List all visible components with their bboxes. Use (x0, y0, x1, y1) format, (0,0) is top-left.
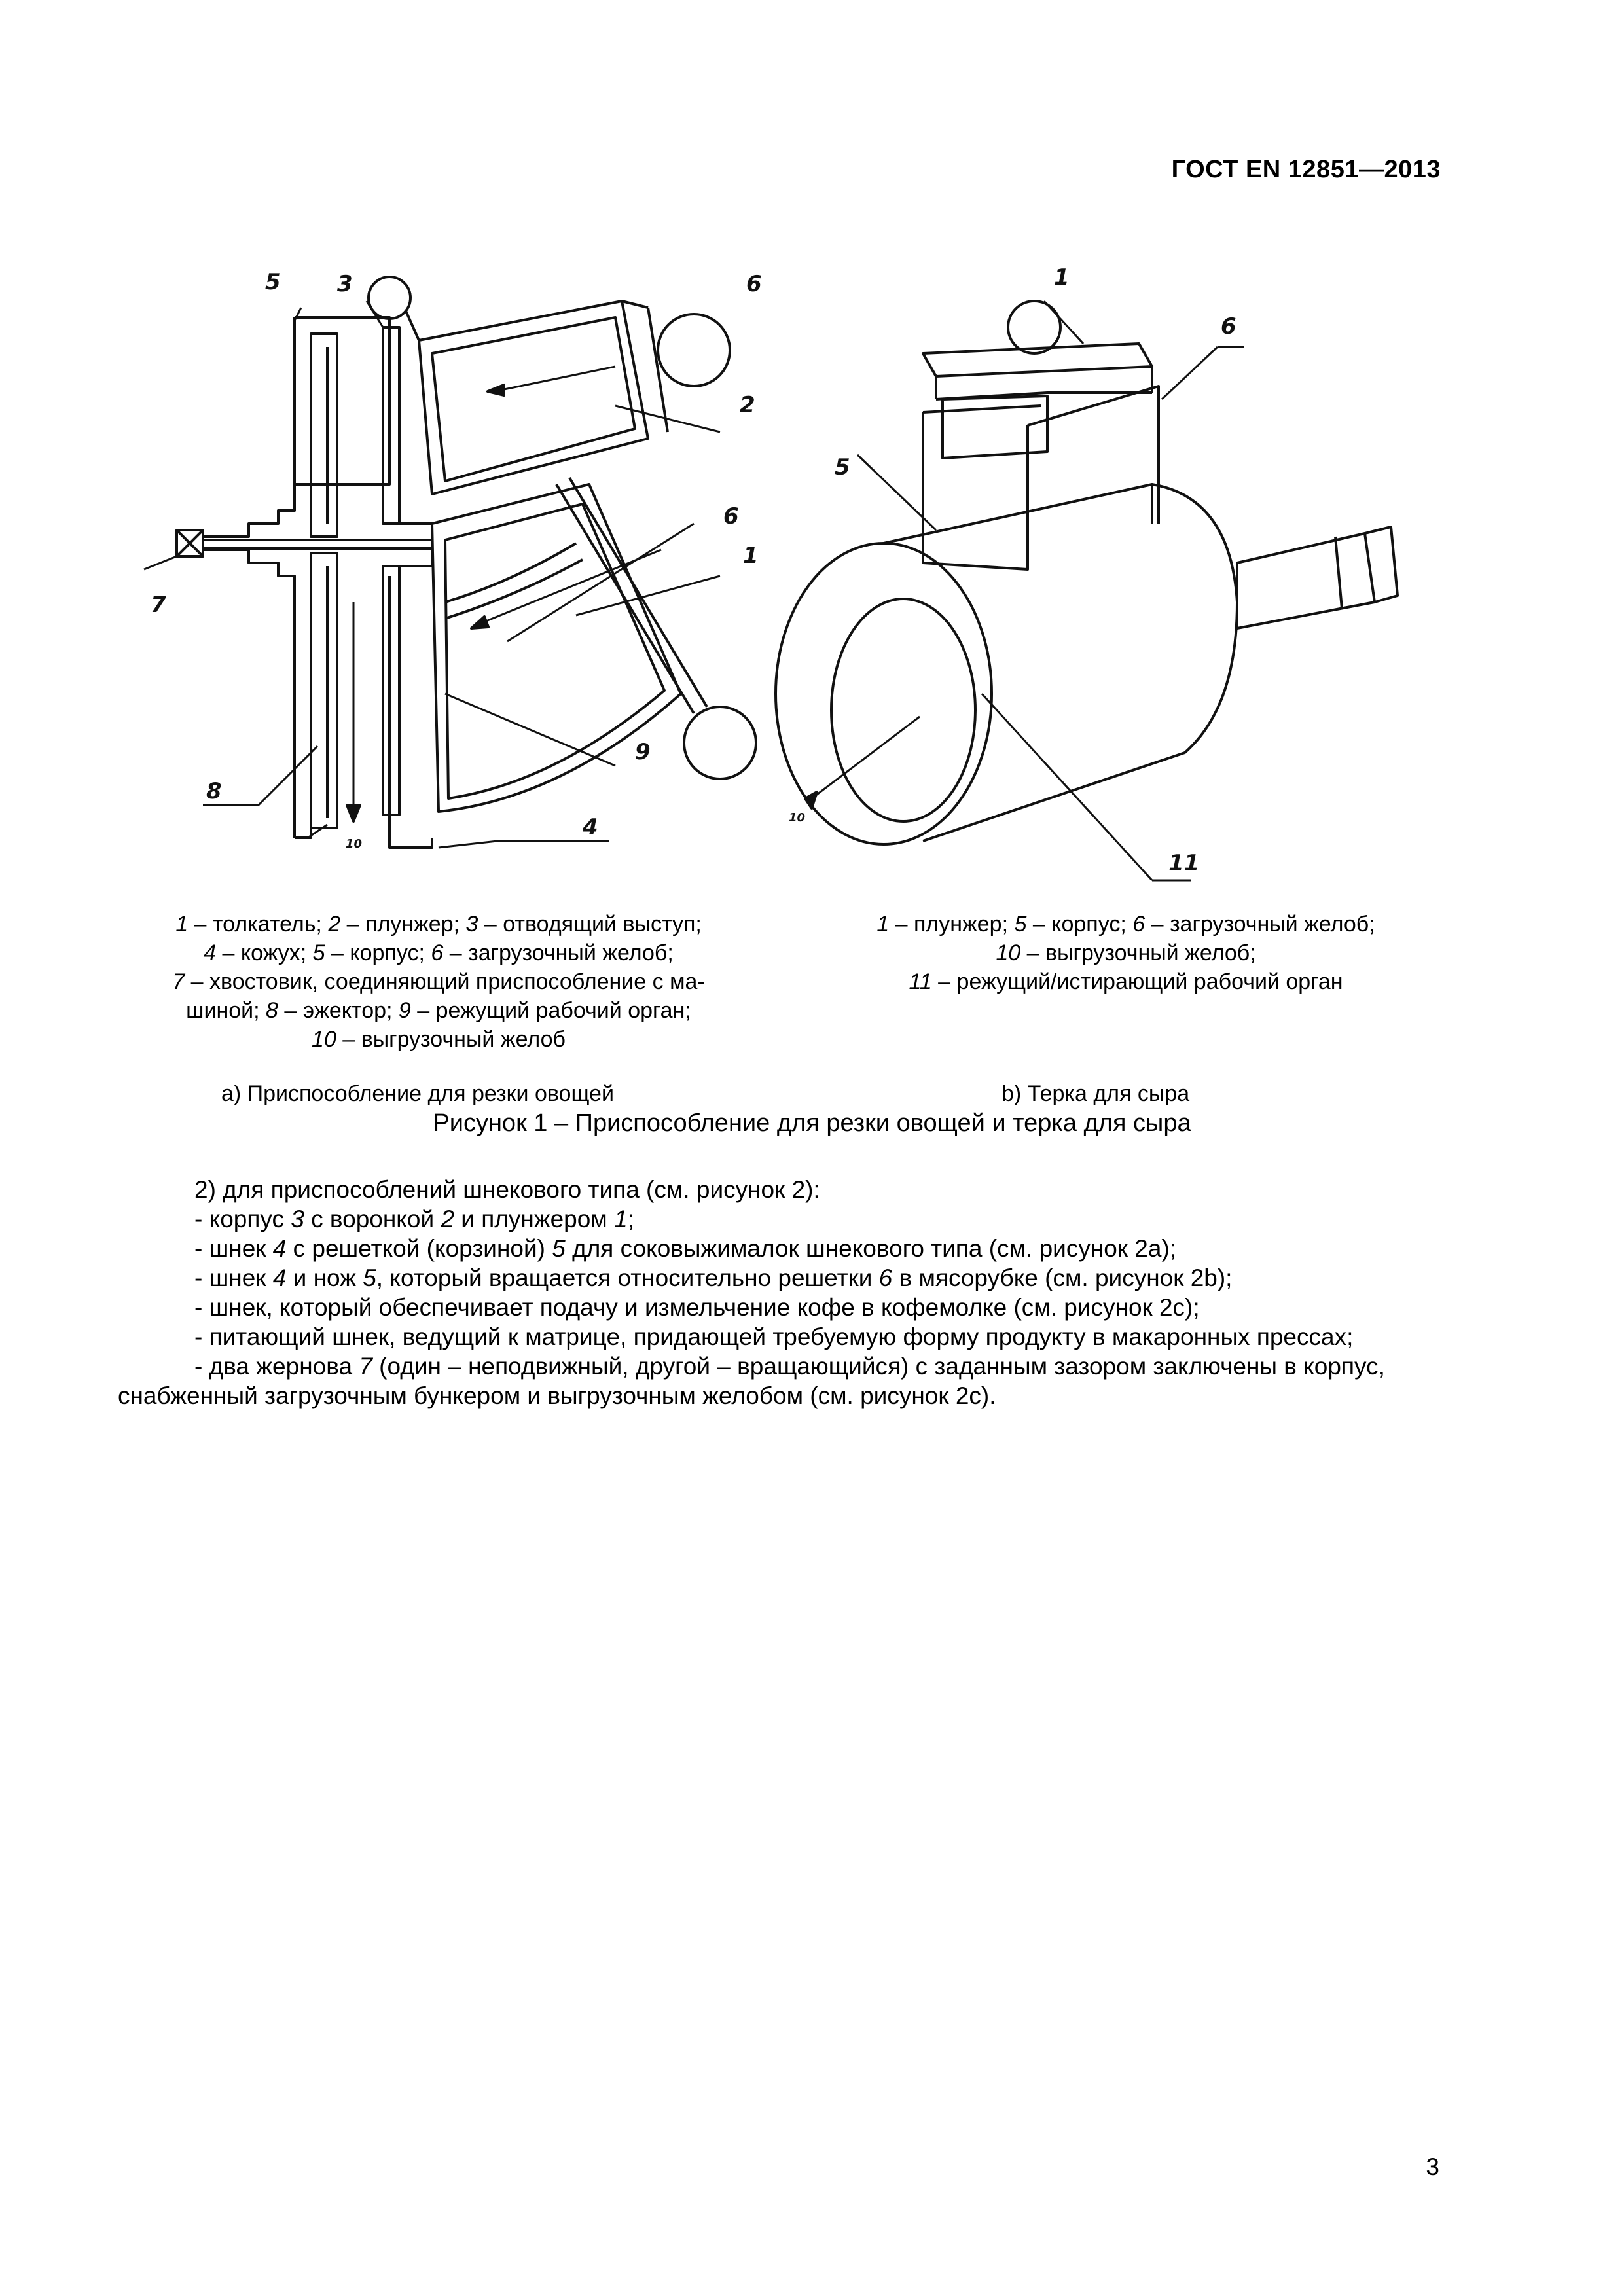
italic-run: 8 (266, 998, 278, 1023)
callout-a-6-mid: 6 (723, 503, 739, 529)
callout-b-5: 5 (835, 454, 850, 480)
callout-a-4: 4 (583, 814, 598, 840)
callout-a-1: 1 (743, 543, 759, 569)
italic-run: 5 (363, 1265, 376, 1291)
figure-1-drawings (131, 236, 1414, 903)
italic-run: 4 (272, 1235, 287, 1262)
italic-run: 5 (552, 1235, 566, 1262)
callout-a-8: 8 (206, 778, 222, 804)
italic-run: 10 (312, 1027, 336, 1052)
italic-run: 1 (876, 912, 890, 937)
callout-a-5: 5 (265, 269, 281, 295)
figure-title: Рисунок 1 – Приспособление для резки овощей и терка для сыра (433, 1109, 1191, 1137)
document-code: ГОСТ EN 12851—2013 (1171, 156, 1441, 183)
italic-run: 4 (272, 1265, 287, 1291)
legend-b (812, 910, 1440, 996)
italic-run: 3 (291, 1206, 304, 1232)
callout-a-6-top: 6 (746, 271, 762, 297)
italic-run: 1 (614, 1206, 628, 1232)
italic-run: 5 (1014, 912, 1027, 937)
italic-run: 1 (175, 912, 189, 937)
italic-run: 2 (328, 912, 341, 937)
italic-run: 3 (465, 912, 478, 937)
legend-a (118, 910, 759, 1054)
italic-run: 5 (312, 941, 325, 965)
list-item: - шнек 4 и нож 5, который вращается относительно решетки 6 в мясорубке (см. рисунок 2b); (194, 1265, 1233, 1291)
legend-a-line-3: 7 – хвостовик, соединяющий приспособление с ма- (172, 969, 705, 994)
callout-b-11: 11 (1168, 850, 1200, 876)
list-item: - два жернова 7 (один – неподвижный, другой – вращающийся) с заданным зазором заключены в корпус, снабженный загрузочным бункером и выгрузочным желобом (см. рисунок 2c). (118, 1353, 1385, 1409)
paragraph-intro: 2) для приспособлений шнекового типа (см. рисунок 2): (194, 1176, 820, 1203)
italic-run: 10 (996, 941, 1021, 965)
italic-run: 7 (172, 969, 185, 994)
legend-a-line-1: 1 – толкатель; 2 – плунжер; 3 – отводящий выступ; (175, 912, 702, 937)
legend-a-line-2: 4 – кожух; 5 – корпус; 6 – загрузочный желоб; (204, 941, 674, 965)
callout-b-10: 10 (789, 811, 806, 825)
italic-run: 2 (441, 1206, 455, 1232)
italic-run: 11 (909, 969, 932, 994)
list-item: - корпус 3 с воронкой 2 и плунжером 1; (194, 1206, 634, 1232)
list-item: - питающий шнек, ведущий к матрице, придающей требуемую форму продукту в макаронных прессах; (194, 1323, 1354, 1350)
subcaption-b: b) Терка для сыра (1001, 1081, 1190, 1106)
callout-a-7: 7 (151, 592, 166, 618)
cheese-grater-drawing (776, 301, 1398, 880)
list-item: - шнек, который обеспечивает подачу и измельчение кофе в кофемолке (см. рисунок 2c); (194, 1294, 1200, 1321)
legend-b-line-1: 1 – плунжер; 5 – корпус; 6 – загрузочный желоб; (876, 912, 1375, 937)
italic-run: 9 (398, 998, 411, 1023)
legend-b-line-2: 10 – выгрузочный желоб; (996, 941, 1256, 965)
italic-run: 4 (204, 941, 217, 965)
italic-run: 7 (359, 1353, 372, 1380)
callout-b-1: 1 (1054, 264, 1070, 291)
legend-a-line-4: шиной; 8 – эжектор; 9 – режущий рабочий орган; (186, 998, 691, 1023)
callout-a-9: 9 (635, 739, 651, 765)
page-number: 3 (1426, 2153, 1439, 2180)
legend-b-line-3: 11 – режущий/истирающий рабочий орган (909, 969, 1343, 994)
legend-a-line-5: 10 – выгрузочный желоб (312, 1027, 566, 1052)
callout-a-10: 10 (346, 837, 363, 851)
subcaption-a: a) Приспособление для резки овощей (221, 1081, 614, 1106)
callout-b-6: 6 (1221, 314, 1236, 340)
vegetable-slicer-drawing (144, 277, 756, 848)
body-text (118, 1175, 1440, 1410)
callout-a-3: 3 (337, 271, 353, 297)
italic-run: 6 (1132, 912, 1146, 937)
italic-run: 6 (431, 941, 444, 965)
list-item: - шнек 4 с решеткой (корзиной) 5 для соковыжималок шнекового типа (см. рисунок 2a); (194, 1235, 1177, 1262)
italic-run: 6 (878, 1265, 893, 1291)
callout-a-2: 2 (740, 392, 755, 418)
